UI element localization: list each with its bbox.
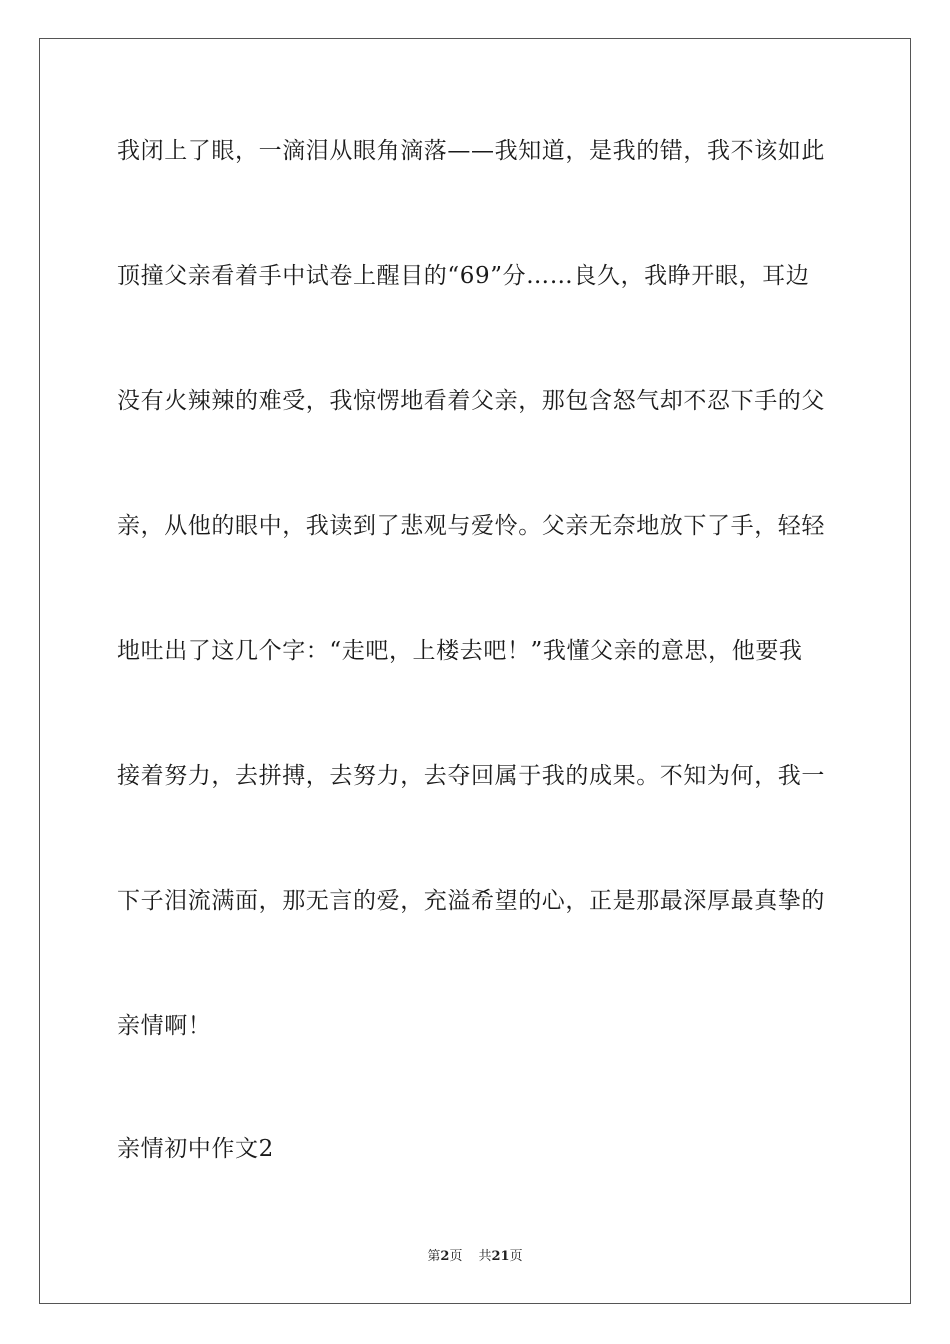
current-page-number: 2 <box>440 1249 450 1264</box>
page-footer <box>0 1248 950 1266</box>
paragraph-line: 地吐出了这几个字：“走吧，上楼去吧！”我懂父亲的意思，他要我 <box>117 638 803 664</box>
paragraph-line: 亲，从他的眼中，我读到了悲观与爱怜。父亲无奈地放下了手，轻轻 <box>117 513 825 539</box>
paragraph-line: 下子泪流满面，那无言的爱，充溢希望的心，正是那最深厚最真挚的 <box>117 888 825 914</box>
total-prefix: 共 <box>478 1249 492 1264</box>
paragraph-line: 亲情啊！ <box>117 1013 212 1039</box>
paragraph-line: 接着努力，去拼搏，去努力，去夺回属于我的成果。不知为何，我一 <box>117 763 825 789</box>
section-heading: 亲情初中作文2 <box>117 1136 274 1162</box>
page-prefix: 第 <box>427 1249 441 1264</box>
total-page-number: 21 <box>491 1249 510 1264</box>
paragraph-line: 没有火辣辣的难受，我惊愣地看着父亲，那包含怒气却不忍下手的父 <box>117 388 825 414</box>
paragraph-line: 顶撞父亲看着手中试卷上醒目的“69”分……良久，我睁开眼，耳边 <box>117 263 810 289</box>
page-frame <box>39 38 911 1304</box>
page-suffix: 页 <box>449 1249 463 1264</box>
total-suffix: 页 <box>509 1249 523 1264</box>
paragraph-line: 我闭上了眼，一滴泪从眼角滴落——我知道，是我的错，我不该如此 <box>117 138 825 164</box>
